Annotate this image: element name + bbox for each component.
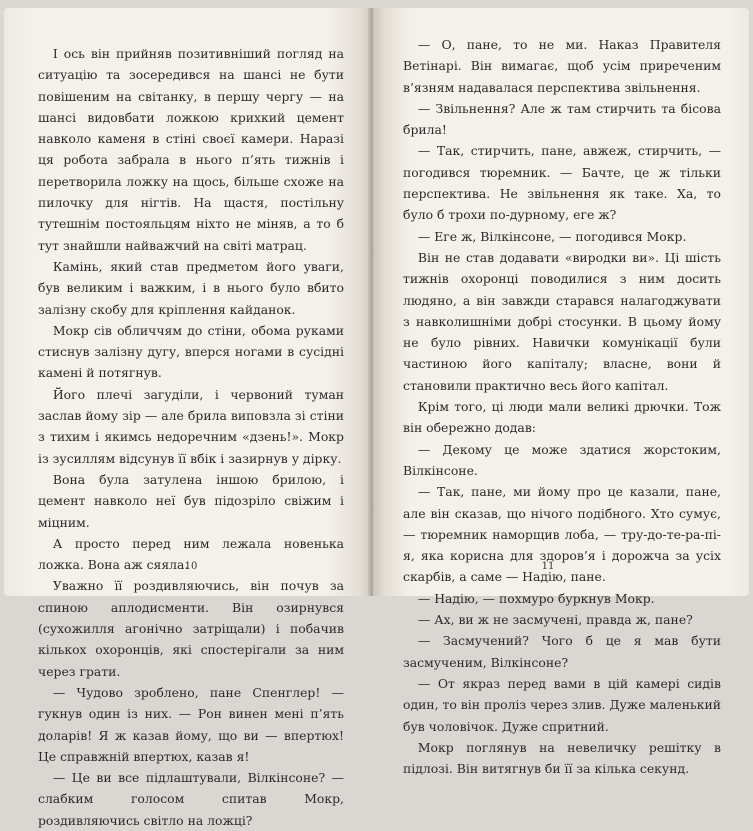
paragraph: А просто перед ним лежала новенька ложка. Вона аж сяяла. [38,535,344,573]
right-page-text [403,34,721,779]
left-page [4,8,371,828]
paragraph: — Так, стирчить, пане, авжеж, стирчить, — погодився тюремник. — Бачте, це ж тільки перспектива. Не звільнення як таке. Ха, то було б трохи по-дурному, еге ж? [403,143,721,223]
paragraph: — О, пане, то не ми. Наказ Правителя Ветінарі. Він вимагає, щоб усім приреченим в’язням надавалася перспектива звільнення. [403,37,721,95]
page-number: 11 [541,561,555,572]
paragraph: — От якраз перед вами в цій камері сидів один, то він проліз через злив. Дуже маленький був чоловічок. Дуже спритний. [403,675,721,734]
paragraph: — Чудово зроблено, пане Спенглер! — гукнув один із них. — Рон винен мені п’ять доларів! Я ж казав йому, що ви — впертюх! Це справжній впертюх, казав я! [38,684,344,764]
left-page-text [38,43,344,831]
page-number: 10 [184,561,198,572]
paragraph: Крім того, ці люди мали великі дрючки. Тож він обережно додав: [403,399,721,436]
paragraph: Він не став додавати «виродки ви». Ці шість тижнів охоронці поводилися з ним досить людяно, а він завжди старався налагоджувати з навколишніми добрі стосунки. В цьому йому не було рівних. Навички комунікації були частиною його капіталу; власне, вони й становили практично весь його капітал. [403,249,721,393]
paragraph: Камінь, який став предметом його уваги, був великим і важким, і в нього було вбито залізну скобу для кріплення кайданок. [38,258,344,317]
paragraph: — Ах, ви ж не засмучені, правда ж, пане? [417,612,693,628]
paragraph: Уважно її роздивляючись, він почув за спиною аплодисменти. Він озирнувся (сухожилля агонічно затріщали) і побачив кількох охоронців, які спостерігали за ним через грати. [38,578,344,679]
paragraph: — Надію, — похмуро буркнув Мокр. [417,590,655,606]
right-page [373,8,749,777]
paragraph: — Так, пане, ми йому про це казали, пане, але він сказав, що нічого подібного. Хто сумує, — тюремник наморщив лоба, — тру-до-те-ра-пі-я, яка корисна для здоров’я і дорожча за усіх скарбів, а саме — Надію, пане. [403,484,721,585]
paragraph: Вона була затулена іншою брилою, і цемент навколо неї був підозріло свіжим і міцним. [38,471,344,530]
paragraph: — Це ви все підлаштували, Вілкінсоне? — слабким голосом спитав Мокр, роздивляючись світло на ложці? [38,770,344,828]
paragraph: Мокр сів обличчям до стіни, обома руками стиснув залізну дугу, вперся ногами в сусідні камені й потягнув. [38,322,344,381]
paragraph: — Еге ж, Вілкінсоне, — погодився Мокр. [417,228,687,244]
paragraph: — Засмучений? Чого б це я мав бути засмученим, Вілкінсоне? [403,633,721,670]
paragraph: Мокр поглянув на невеличку решітку в підлозі. Він витягнув би її за кілька секунд. [403,739,721,777]
paragraph: — Декому це може здатися жорстоким, Вілкінсоне. [403,441,721,478]
paragraph: — Звільнення? Але ж там стирчить та бісова брила! [403,100,721,138]
paragraph: Його плечі загуділи, і червоний туман заслав йому зір — але брила виповзла зі стіни з тихим і якимсь недоречним «дзень!». Мокр із зусиллям відсунув її вбік і зазирнув у дірку. [38,386,344,466]
paragraph: І ось він прийняв позитивніший погляд на ситуацію та зосередився на шансі не бути повішеним на світанку, в першу чергу — на шансі видовбати ложкою крихкий цемент навколо каменя в стіні своєї камери. Наразі ця робота забрала в нього п’ять тижнів і перетворила ложку на щось, більше схоже на пилочку для нігтів. На щастя, постільну тутешнім постояльцям ніхто не міняв, а то б тут знайшли найважчий на світі матрац. [38,46,344,253]
